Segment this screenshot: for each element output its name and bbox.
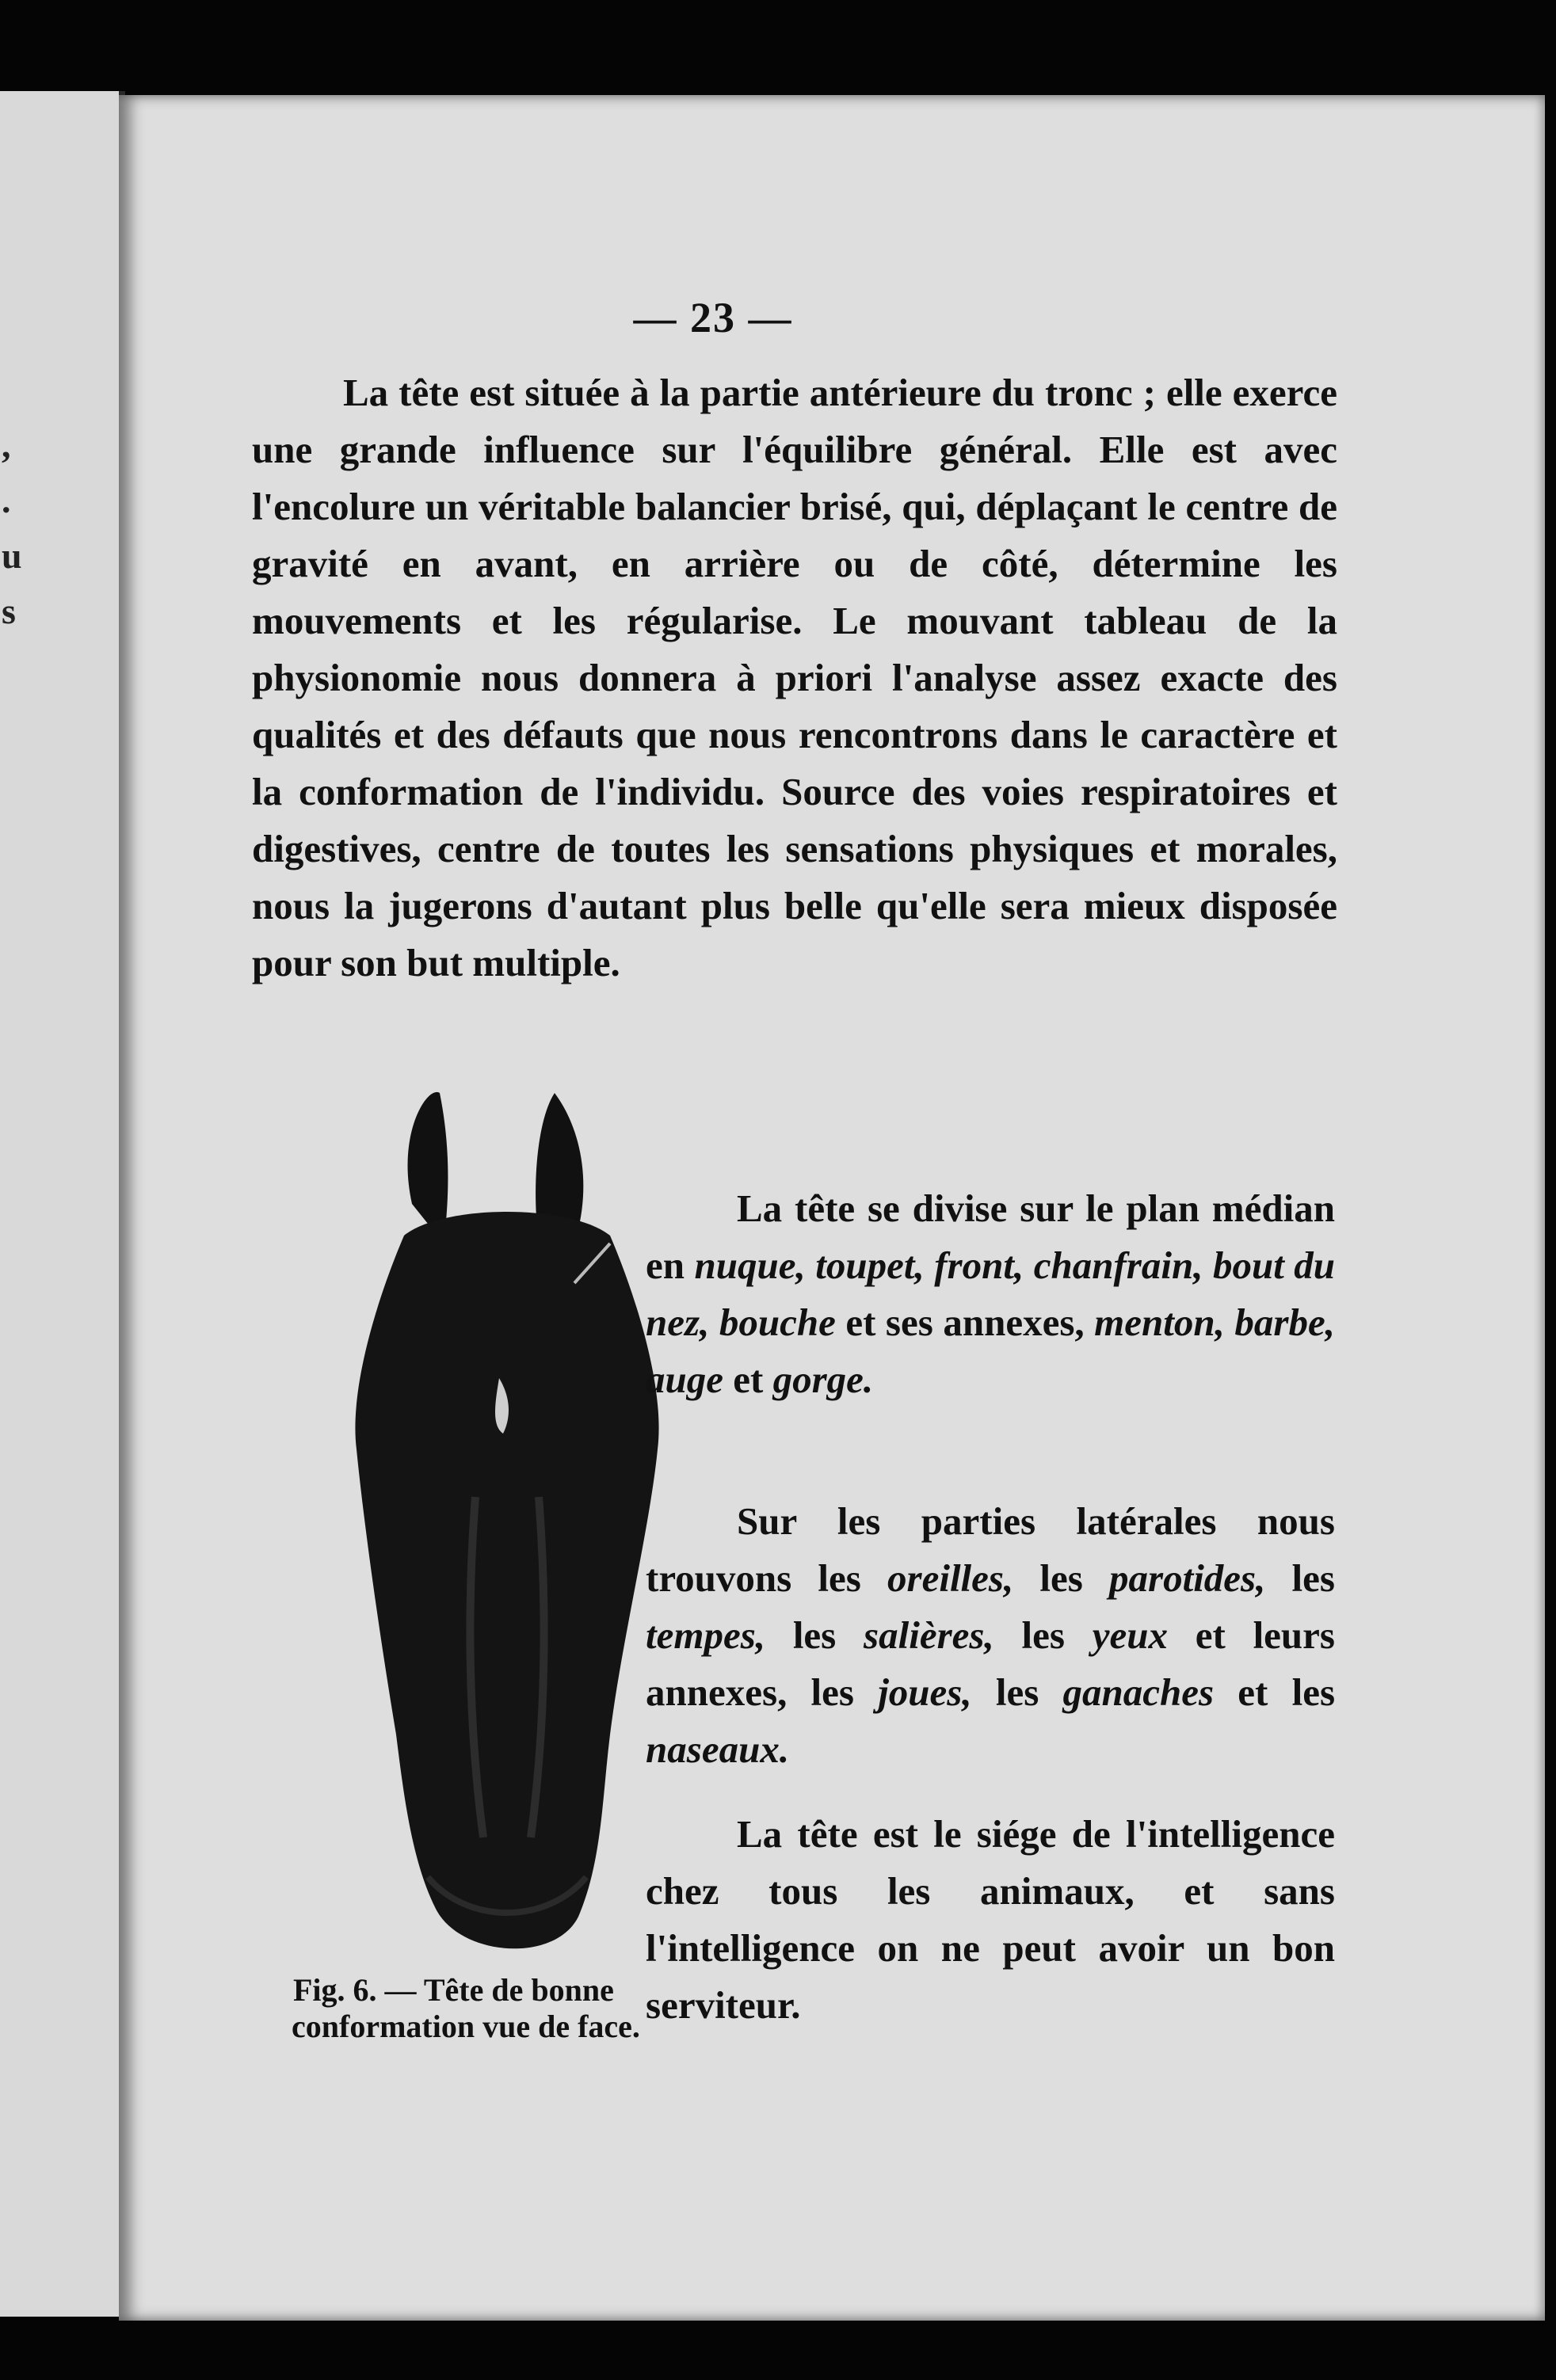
- prev-page-fragment: ,: [2, 425, 11, 465]
- book-page: [119, 95, 1545, 2321]
- paragraph-head-intro: La tête est située à la partie antérieure du tronc ; elle exerce une grande influence sur l'équilibre général. Elle est avec l'encolure un véritable balancier brisé, qui, déplaçant le centre de gravité en avant, en arrière ou de côté, détermine les mouvements et les régularise. Le mouvant tableau de la physionomie nous donnera à priori l'analyse assez exacte des qualités et des défauts que nous rencontrons dans le caractère et la conformation de l'individu. Source des voies respiratoires et digestives, centre de toutes les sensations physiques et morales, nous la jugerons d'autant plus belle qu'elle sera mieux disposée pour son but multiple.: [252, 371, 1337, 984]
- scan-bottom-edge: [0, 2325, 1556, 2380]
- caption-line: Fig. 6. — Tête de bonne: [293, 1972, 614, 2008]
- prev-page-fragment: u: [2, 535, 22, 576]
- caption-line: conformation vue de face.: [292, 2009, 640, 2044]
- paragraph-lateral-regions: Sur les parties latérales nous trouvons les oreilles, les parotides, les tempes, les salières, les yeux et leurs annexes, les joues, les ganaches et les naseaux.: [646, 1499, 1336, 1771]
- previous-page-edge: [0, 91, 125, 2317]
- paragraph-median-regions: La tête se divise sur le plan médian en nuque, toupet, front, chanfrain, bout du nez, bouche et ses annexes, menton, barbe, auge et gorge.: [646, 1186, 1336, 1401]
- prev-page-fragment: .: [2, 480, 11, 520]
- prev-page-fragment: s: [2, 591, 16, 631]
- horse-head-icon: [349, 1085, 681, 1972]
- paragraph-intelligence: La tête est le siége de l'intelligence chez tous les animaux, et sans l'intelligence on ne peut avoir un bon serviteur.: [646, 1812, 1335, 2027]
- page-number: — 23 —: [633, 294, 793, 341]
